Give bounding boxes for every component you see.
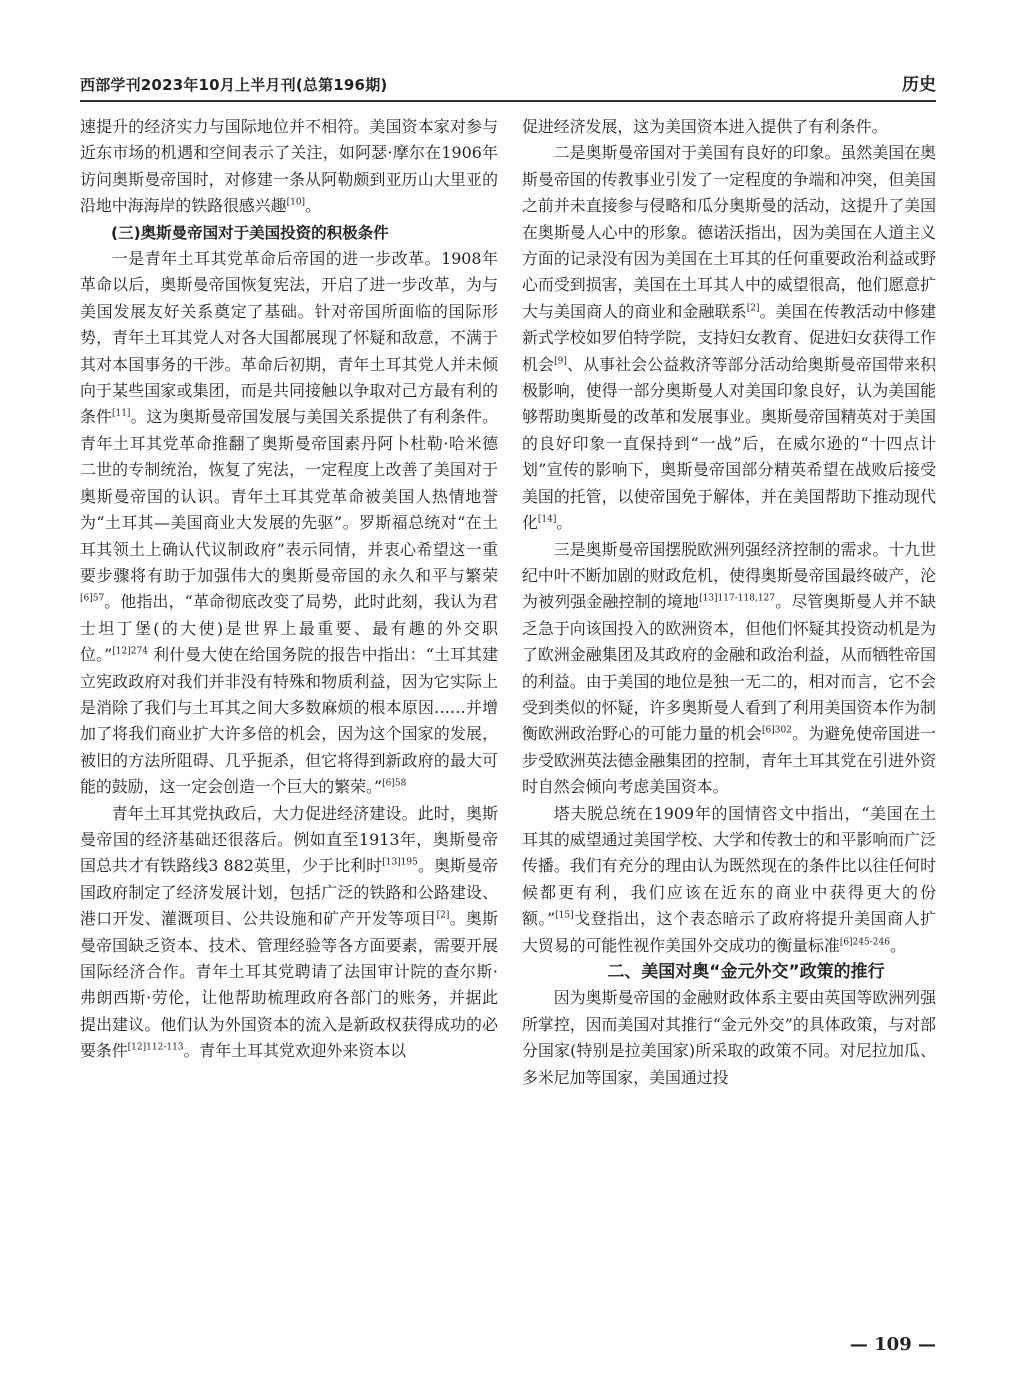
body-paragraph bbox=[80, 114, 498, 220]
text-run: 。 bbox=[305, 196, 321, 216]
citation-ref: [14] bbox=[537, 514, 557, 525]
body-paragraph bbox=[522, 140, 936, 536]
citation-ref: [15] bbox=[555, 910, 574, 921]
text-run: 。美国在传教活动中修建新式学校如罗伯特学院，支持妇女教育、促进妇女获得工作机会 bbox=[522, 301, 937, 374]
citation-ref: [2] bbox=[746, 303, 760, 314]
citation-ref: [12]274 bbox=[112, 646, 148, 657]
citation-ref: [13]117-118,127 bbox=[699, 594, 776, 605]
citation-ref: [2] bbox=[436, 910, 450, 921]
text-run: 青年土耳其党执政后，大力促进经济建设。此时，奥斯曼帝国的经济基础还很落后。例如直至1913年，奥斯曼帝国总共才有铁路线3 882英里，少于比利时 bbox=[80, 803, 498, 876]
text-run: 。他指出，“革命彻底改变了局势，此时此刻，我认为君士坦丁堡(的大使)是世界上最重要、最有趣的外交职位。” bbox=[80, 592, 498, 665]
left-column bbox=[80, 114, 498, 1065]
body-paragraph bbox=[522, 985, 936, 1091]
text-run: 速提升的经济实力与国际地位并不相符。美国资本家对参与近东市场的机遇和空间表示了关注，如阿瑟·摩尔在1906年访问奥斯曼帝国时，对修建一条从阿勒颇到亚历山大里亚的沿地中海海岸的铁路很感兴趣 bbox=[80, 117, 498, 216]
section-subheading bbox=[80, 220, 498, 246]
text-run: 二是奥斯曼帝国对于美国有良好的印象。虽然美国在奥斯曼帝国的传教事业引发了一定程度的争端和冲突，但美国之前并未直接参与侵略和瓜分奥斯曼的活动，这提升了美国在奥斯曼人心中的形象。德诺沃指出，因为美国在人道主义方面的记录没有因为美国在土耳其的任何重要政治利益或野心而受到损害，美国在土耳其人中的威望很高，他们愿意扩大与美国商人的商业和金融联系 bbox=[522, 143, 936, 321]
text-run: 利什曼大使在给国务院的报告中指出：“土耳其建立宪政政府对我们并非没有特殊和物质利益，因为它实际上是消除了我们与土耳其之间大多数麻烦的根本原因……并增加了将我们商业扩大许多倍的机会，因为这个国家的发展，被旧的方法所阻碍、几乎扼杀，但它将得到新政府的最大可能的鼓励，这一定会创造一个巨大的繁荣。” bbox=[80, 645, 498, 797]
citation-ref: [9] bbox=[554, 356, 567, 367]
text-run: 。尽管奥斯曼人并不缺乏急于向该国投入的欧洲资本，但他们怀疑其投资动机是为了欧洲金融集团及其政府的金融和政治利益，从而牺牲帝国的利益。由于美国的地位是独一无二的，相对而言，它不会受到类似的怀疑，许多奥斯曼人看到了利用美国资本作为制衡欧洲政治野心的可能力量的机会 bbox=[522, 592, 937, 744]
body-paragraph bbox=[80, 246, 498, 801]
text-run: 。青年土耳其党欢迎外来资本以 bbox=[183, 1041, 407, 1061]
text-run: 。为避免使帝国进一步受欧洲英法德金融集团的控制，青年土耳其党在引进外资时自然会倾向考虑美国资本。 bbox=[522, 724, 937, 797]
page-number: — 109 — bbox=[849, 1334, 936, 1355]
citation-ref: [12]112-113 bbox=[127, 1042, 184, 1053]
citation-ref: [10] bbox=[286, 197, 306, 208]
right-column bbox=[522, 114, 936, 1091]
text-run: 。 bbox=[556, 513, 573, 533]
citation-ref: [6]302 bbox=[762, 726, 792, 737]
text-run: 戈登指出，这个表态暗示了政府将提升美国商人扩大贸易的可能性视作美国外交成功的衡量标准 bbox=[522, 909, 936, 955]
body-paragraph bbox=[522, 537, 936, 801]
text-run: 三是奥斯曼帝国摆脱欧洲列强经济控制的需求。十九世纪中叶不断加剧的财政危机，使得奥斯曼帝国最终破产，沦为被列强金融控制的境地 bbox=[522, 539, 936, 612]
text-run: 塔夫脱总统在1909年的国情咨文中指出，“美国在土耳其的威望通过美国学校、大学和传教士的和平影响而广泛传播。我们有充分的理由认为既然现在的条件比以往任何时候都更有利，我们应该在近东的商业中获得更大的份额。” bbox=[522, 803, 936, 929]
text-run: 。奥斯曼帝国政府制定了经济发展计划，包括广泛的铁路和公路建设、港口开发、灌溉项目、公共设施和矿产开发等项目 bbox=[80, 856, 498, 929]
body-paragraph bbox=[80, 801, 498, 1065]
citation-ref: [6]57 bbox=[80, 594, 105, 605]
text-run: 促进经济发展，这为美国资本进入提供了有利条件。 bbox=[522, 117, 888, 136]
body-paragraph bbox=[522, 801, 936, 959]
body-paragraph bbox=[522, 114, 936, 140]
citation-ref: [13]195 bbox=[382, 858, 418, 869]
text-run: 。这为奥斯曼帝国发展与美国关系提供了有利条件。青年土耳其党革命推翻了奥斯曼帝国素丹阿卜杜勒·哈米德二世的专制统治，恢复了宪法，一定程度上改善了美国对于奥斯曼帝国的认识。青年土耳其党革命被美国人热情地誉为“土耳其—美国商业大发展的先驱”。罗斯福总统对“在土耳其领土上确认代议制政府”表示同情，并衷心希望这一重要步骤将有助于加强伟大的奥斯曼帝国的永久和平与繁荣 bbox=[80, 407, 499, 585]
citation-ref: [11] bbox=[111, 409, 131, 420]
text-run: 二、美国对奥“金元外交”政策的推行 bbox=[607, 962, 885, 982]
citation-ref: [6]58 bbox=[382, 778, 407, 789]
text-run: 。奥斯曼帝国缺乏资本、技术、管理经验等各方面要素，需要开展国际经济合作。青年土耳其党聘请了法国审计院的查尔斯·弗朗西斯·劳伦，让他帮助梳理政府各部门的账务，并据此提出建议。他们认为外国资本的流入是新政权获得成功的必要条件 bbox=[80, 909, 499, 1061]
section-label: 历史 bbox=[902, 75, 936, 95]
section-heading bbox=[522, 959, 936, 985]
running-header bbox=[80, 70, 936, 102]
citation-ref: [6]245-246 bbox=[839, 937, 890, 948]
text-run: 。 bbox=[889, 935, 906, 955]
text-run: (三)奥斯曼帝国对于美国投资的积极条件 bbox=[111, 223, 389, 242]
journal-issue-title: 西部学刊2023年10月上半月刊(总第196期) bbox=[80, 76, 388, 94]
text-run: 、从事社会公益救济等部分活动给奥斯曼帝国带来积极影响，使得一部分奥斯曼人对美国印象良好，认为美国能够帮助奥斯曼的改革和发展事业。奥斯曼帝国精英对于美国的良好印象一直保持到“一战”后，在威尔逊的“十四点计划”宣传的影响下，奥斯曼帝国部分精英希望在战败后接受美国的托管，以使帝国免于解体，并在美国帮助下推动现代化 bbox=[522, 354, 937, 533]
text-run: 因为奥斯曼帝国的金融财政体系主要由英国等欧洲列强所掌控，因而美国对其推行“金元外交”的具体政策，与对部分国家(特别是拉美国家)所采取的政策不同。对尼拉加瓜、多米尼加等国家，美国通过投 bbox=[522, 988, 936, 1087]
text-run: 一是青年土耳其党革命后帝国的进一步改革。1908年革命以后，奥斯曼帝国恢复宪法，开启了进一步改革，为与美国发展友好关系奠定了基础。针对帝国所面临的国际形势，青年土耳其党人对各大国都展现了怀疑和敌意，不满于其对本国事务的干涉。革命后初期，青年土耳其党人并未倾向于某些国家或集团，而是共同接触以争取对己方最有利的条件 bbox=[80, 249, 498, 427]
